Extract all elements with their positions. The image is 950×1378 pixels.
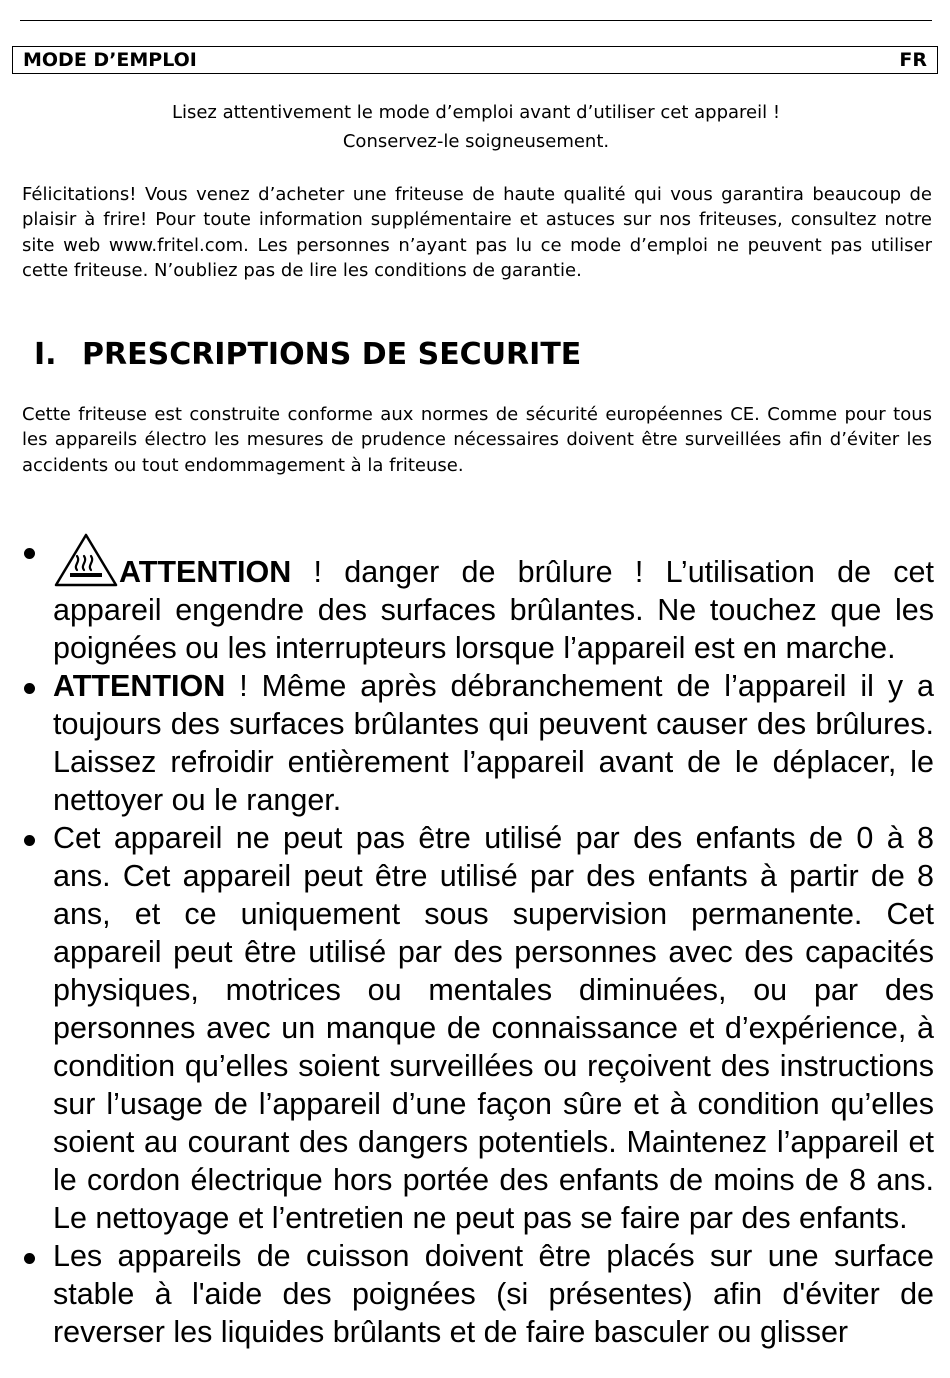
bullet-item	[0, 530, 934, 667]
bullet-text: Les appareils de cuisson doivent être placés sur une surface stable à l'aide des poignées (si présentes) afin d'éviter de reverser les liquides brûlants et de faire basculer ou glisser	[53, 1239, 934, 1349]
header-language: FR	[899, 49, 927, 71]
header-title: MODE D’EMPLOI	[23, 49, 197, 71]
section-number: I.	[34, 337, 57, 372]
bullet-text: ! Même après débranchement de l’appareil il y a toujours des surfaces brûlantes qui peuvent causer des brûlures. Laissez refroidir entièrement l’appareil avant de le déplacer, le nettoyer ou le ranger.	[53, 669, 934, 817]
top-rule	[20, 20, 932, 21]
bullet-item	[0, 819, 934, 1237]
section-title: PRESCRIPTIONS DE SECURITE	[82, 337, 582, 372]
attention-label: ATTENTION	[53, 669, 226, 703]
congratulations-paragraph: Félicitations! Vous venez d’acheter une friteuse de haute qualité qui vous garantira beaucoup de plaisir à frire! Pour toute information supplémentaire et astuces sur nos friteuses, consultez notre site web www.fritel.com. Les personnes n’ayant pas lu ce mode d’emploi ne peuvent pas utiliser cette friteuse. N’oubliez pas de lire les conditions de garantie.	[22, 184, 932, 281]
bullet-item	[0, 667, 934, 819]
bullet-dot	[24, 683, 35, 694]
bullet-text: ! danger de brûlure ! L’utilisation de cet appareil engendre des surfaces brûlantes. Ne touchez que les poignées ou les interrupteurs lorsque l’appareil est en marche.	[53, 555, 934, 665]
safety-intro-paragraph: Cette friteuse est construite conforme aux normes de sécurité européennes CE. Comme pour tous les appareils électro les mesures de prudence nécessaires doivent être surveillées afin d’éviter les accidents ou tout endommagement à la friteuse.	[22, 404, 932, 476]
bullet-dot	[24, 548, 35, 559]
bullet-text: Cet appareil ne peut pas être utilisé par des enfants de 0 à 8 ans. Cet appareil peut être utilisé par des enfants à partir de 8 ans, et ce uniquement sous supervision permanente. Cet appareil peut être utilisé par des personnes avec des capacités physiques, motrices ou mentales diminuées, ou par des personnes avec un manque de connaissance et d’expérience, à condition qu’elles soient surveillées ou reçoivent des instructions sur l’usage de l’appareil d’une façon sûre et à condition qu’elles soient au courant des dangers potentiels. Maintenez l’appareil et le cordon électrique hors portée des enfants de moins de 8 ans. Le nettoyage et l’entretien ne peut pas se faire par des enfants.	[53, 821, 934, 1235]
intro-line-1: Lisez attentivement le mode d’emploi avant d’utiliser cet appareil !	[171, 102, 781, 123]
bullet-item	[0, 1237, 934, 1351]
section-heading	[34, 335, 581, 375]
intro-line-2: Conservez-le soigneusement.	[342, 131, 610, 152]
hot-surface-warning-icon	[53, 532, 119, 588]
bullet-dot	[24, 1253, 35, 1264]
intro-notice	[20, 98, 932, 156]
bullet-dot	[24, 835, 35, 846]
document-header	[12, 46, 938, 74]
attention-label: ATTENTION	[119, 555, 292, 589]
safety-bullet-list	[0, 530, 934, 1351]
